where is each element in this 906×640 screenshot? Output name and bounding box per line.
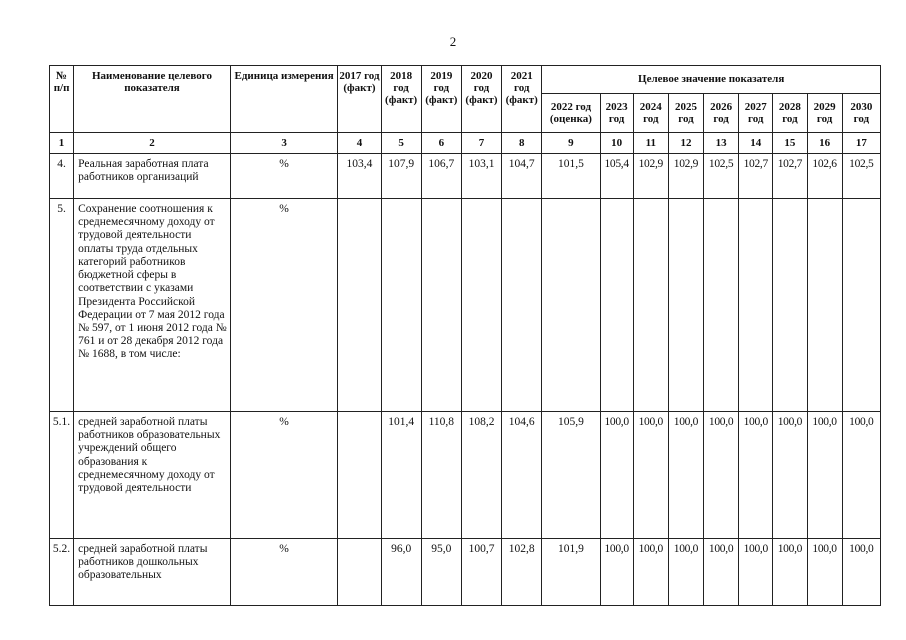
- value-cell: [338, 539, 381, 606]
- column-numbers-row: [50, 133, 881, 154]
- indicator-name: Реальная заработная плата работников организаций: [74, 154, 231, 199]
- value-cell: [842, 199, 880, 412]
- indicator-name: средней заработной платы работников дошкольных образовательных: [74, 539, 231, 606]
- value-cell: [633, 199, 668, 412]
- row-number: 5.: [50, 199, 74, 412]
- value-cell: 104,6: [502, 412, 542, 539]
- value-cell: 105,4: [600, 154, 633, 199]
- indicator-unit: %: [230, 154, 338, 199]
- value-cell: 95,0: [421, 539, 461, 606]
- header-col-name: Наименование целевого показателя: [74, 66, 231, 133]
- value-cell: 96,0: [381, 539, 421, 606]
- value-cell: 104,7: [502, 154, 542, 199]
- header-year-2026: 2026 год: [704, 94, 739, 133]
- value-cell: 101,9: [542, 539, 600, 606]
- value-cell: 102,5: [704, 154, 739, 199]
- value-cell: 100,0: [633, 539, 668, 606]
- value-cell: [807, 199, 842, 412]
- value-cell: 110,8: [421, 412, 461, 539]
- column-number: 5: [381, 133, 421, 154]
- value-cell: 100,0: [668, 412, 703, 539]
- header-year-2020: 2020 год (факт): [461, 66, 501, 133]
- header-year-2019: 2019 год (факт): [421, 66, 461, 133]
- value-cell: 102,5: [842, 154, 880, 199]
- value-cell: 102,8: [502, 539, 542, 606]
- value-cell: 100,0: [807, 539, 842, 606]
- value-cell: [668, 199, 703, 412]
- row-number: 5.1.: [50, 412, 74, 539]
- value-cell: 102,7: [739, 154, 773, 199]
- column-number: 11: [633, 133, 668, 154]
- column-number: 1: [50, 133, 74, 154]
- table-row: [50, 154, 881, 199]
- indicator-unit: %: [230, 412, 338, 539]
- value-cell: 100,0: [739, 539, 773, 606]
- column-number: 12: [668, 133, 703, 154]
- value-cell: 102,6: [807, 154, 842, 199]
- value-cell: [542, 199, 600, 412]
- indicator-unit: %: [230, 199, 338, 412]
- value-cell: 100,0: [600, 412, 633, 539]
- indicator-unit: %: [230, 539, 338, 606]
- column-number: 17: [842, 133, 880, 154]
- column-number: 14: [739, 133, 773, 154]
- column-number: 15: [773, 133, 807, 154]
- value-cell: 100,0: [739, 412, 773, 539]
- header-col-no: № п/п: [50, 66, 74, 133]
- header-year-2023: 2023 год: [600, 94, 633, 133]
- value-cell: [773, 199, 807, 412]
- indicator-name: Сохранение соотношения к среднемесячному доходу от трудовой деятельности оплаты труда отдельных категорий работников бюджетной сферы в соответствии с указами Президента Российской Федерации от 7 мая 2012 года № 597, от 1 июня 2012 года № 761 и от 28 декабря 2012 года № 1688, в том числе:: [74, 199, 231, 412]
- header-year-2029: 2029 год: [807, 94, 842, 133]
- value-cell: 103,1: [461, 154, 501, 199]
- header-year-2024: 2024 год: [633, 94, 668, 133]
- header-year-2022: 2022 год (оценка): [542, 94, 600, 133]
- column-number: 2: [74, 133, 231, 154]
- indicator-name: средней заработной платы работников образовательных учреждений общего образования к среднемесячному доходу от трудовой деятельности: [74, 412, 231, 539]
- page-number: 2: [449, 34, 457, 49]
- value-cell: 100,7: [461, 539, 501, 606]
- row-number: 5.2.: [50, 539, 74, 606]
- value-cell: 100,0: [773, 412, 807, 539]
- table-row: [50, 199, 881, 412]
- header-year-2030: 2030 год: [842, 94, 880, 133]
- column-number: 10: [600, 133, 633, 154]
- column-number: 8: [502, 133, 542, 154]
- column-number: 3: [230, 133, 338, 154]
- value-cell: [381, 199, 421, 412]
- column-number: 16: [807, 133, 842, 154]
- value-cell: 100,0: [842, 412, 880, 539]
- header-year-2021: 2021 год (факт): [502, 66, 542, 133]
- header-year-2028: 2028 год: [773, 94, 807, 133]
- value-cell: [421, 199, 461, 412]
- value-cell: 100,0: [773, 539, 807, 606]
- value-cell: [338, 412, 381, 539]
- header-year-2017: 2017 год (факт): [338, 66, 381, 133]
- value-cell: 100,0: [842, 539, 880, 606]
- value-cell: 101,4: [381, 412, 421, 539]
- value-cell: 102,9: [633, 154, 668, 199]
- value-cell: 108,2: [461, 412, 501, 539]
- header-year-2027: 2027 год: [739, 94, 773, 133]
- value-cell: 100,0: [807, 412, 842, 539]
- value-cell: [502, 199, 542, 412]
- value-cell: 100,0: [704, 539, 739, 606]
- table-row: [50, 412, 881, 539]
- value-cell: 100,0: [704, 412, 739, 539]
- header-target-group: Целевое значение показателя: [542, 66, 881, 94]
- column-number: 13: [704, 133, 739, 154]
- value-cell: 107,9: [381, 154, 421, 199]
- table-row: [50, 539, 881, 606]
- column-number: 6: [421, 133, 461, 154]
- value-cell: [461, 199, 501, 412]
- header-col-unit: Единица измерения: [230, 66, 338, 133]
- value-cell: 106,7: [421, 154, 461, 199]
- value-cell: 102,9: [668, 154, 703, 199]
- value-cell: [600, 199, 633, 412]
- value-cell: 105,9: [542, 412, 600, 539]
- value-cell: 101,5: [542, 154, 600, 199]
- column-number: 9: [542, 133, 600, 154]
- value-cell: 100,0: [600, 539, 633, 606]
- value-cell: 102,7: [773, 154, 807, 199]
- indicators-table: [49, 65, 881, 606]
- column-number: 4: [338, 133, 381, 154]
- header-year-2025: 2025 год: [668, 94, 703, 133]
- value-cell: 100,0: [633, 412, 668, 539]
- value-cell: 100,0: [668, 539, 703, 606]
- column-number: 7: [461, 133, 501, 154]
- value-cell: [338, 199, 381, 412]
- value-cell: [704, 199, 739, 412]
- header-year-2018: 2018 год (факт): [381, 66, 421, 133]
- value-cell: [739, 199, 773, 412]
- value-cell: 103,4: [338, 154, 381, 199]
- row-number: 4.: [50, 154, 74, 199]
